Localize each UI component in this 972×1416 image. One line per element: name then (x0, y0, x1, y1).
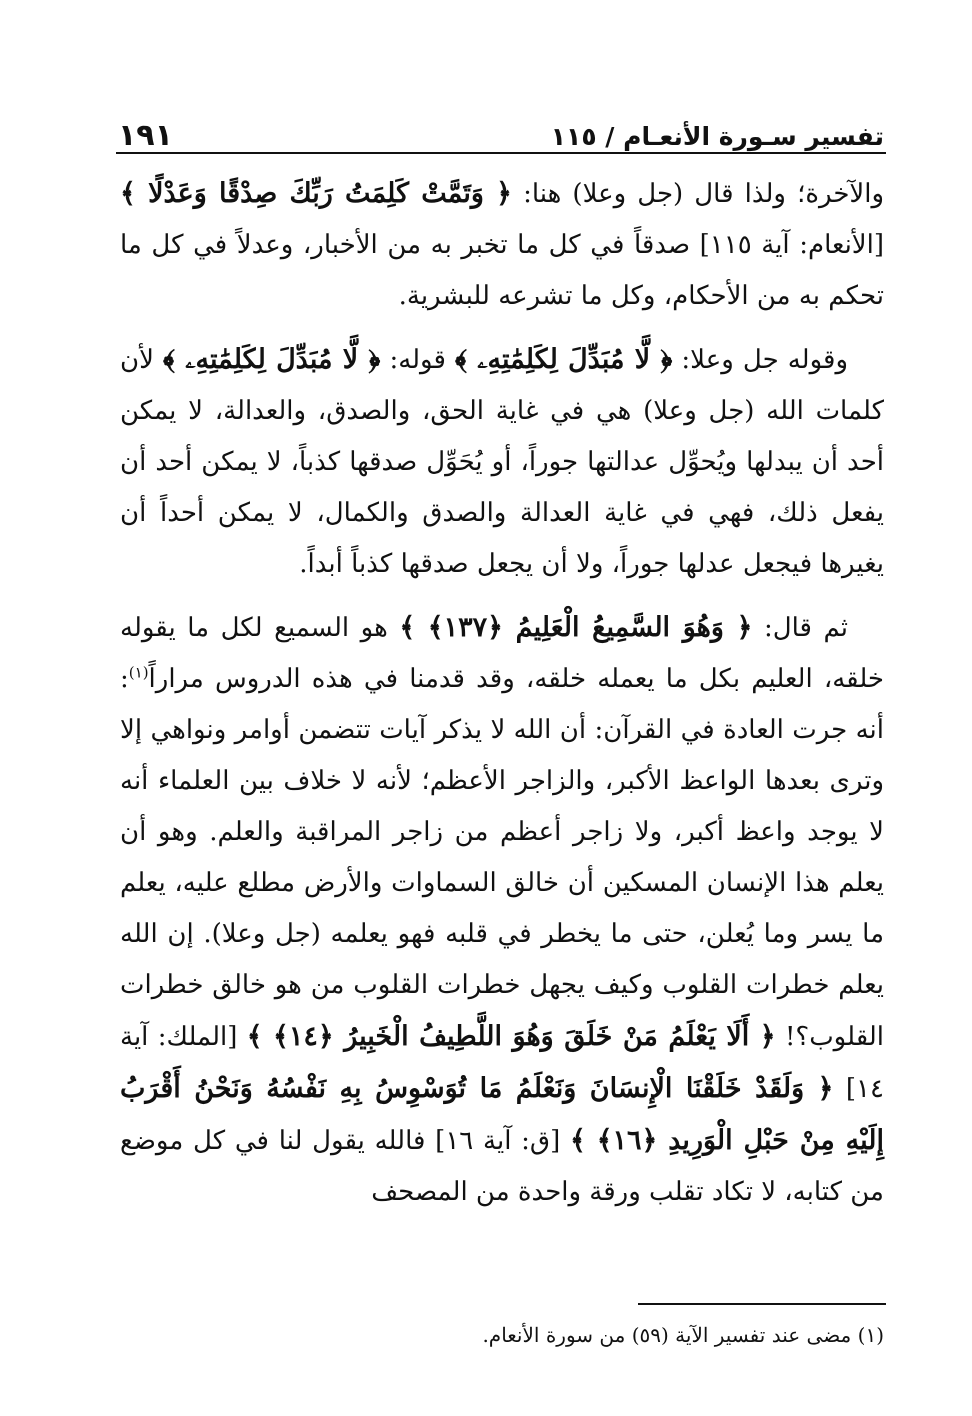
footnote-rule (638, 1303, 886, 1305)
quran-verse: ﴿ لَّا مُبَدِّلَ لِكَلِمَٰتِهِۦ ﴾ (163, 344, 381, 375)
header-rule (116, 152, 886, 154)
footnote-reference[interactable]: (١) (128, 663, 149, 682)
paragraph-text: لأن كلمات الله (جل وعلا) هي في غاية الحق، والصدق، والعدالة، لا يمكن أحد أن يبدلها ويُحوِّل عدالتها جوراً، أو يُحَوِّل صدقها كذباً، لا يمكن أحد أن يفعل ذلك، فهي في غاية العدالة والصدق والكمال، لا يمكن أحداً أن يغيرها فيجعل عدلها جوراً، ولا أن يجعل صدقها كذباً أبداً. (120, 345, 884, 579)
quran-verse: ﴿ أَلَا يَعْلَمُ مَنْ خَلَقَ وَهُوَ اللَّطِيفُ الْخَبِيرُ ﴿١٤﴾ ﴾ (246, 1021, 776, 1052)
quran-verse: ﴿ وَلَقَدْ خَلَقْنَا الْإِنسَانَ وَنَعْلَمُ مَا تُوَسْوِسُ بِهِ نَفْسُهُ وَنَحْنُ أَقْرَبُ إِلَيْهِ مِنْ حَبْلِ الْوَرِيدِ ﴿١٦﴾ ﴾ (120, 1073, 884, 1156)
paragraph-text: وقوله جل وعلا: (672, 345, 849, 375)
paragraph-text: [الملك: آية ١٤] (120, 1022, 884, 1104)
running-header (118, 96, 884, 154)
paragraph-text: ثم قال: (752, 613, 849, 643)
quran-verse: ﴿ وَتَمَّتْ كَلِمَتُ رَبِّكَ صِدْقًا وَعَدْلًا ﴾ (120, 178, 512, 209)
paragraph-text: [ق: آية ١٦] فالله يقول لنا في كل موضع من كتابه، لا تكاد تقلب ورقة واحدة من المصحف (120, 1126, 884, 1207)
quran-verse: ﴿ وَهُوَ السَّمِيعُ الْعَلِيمُ ﴿١٣٧﴾ ﴾ (399, 612, 753, 643)
footnote: (١) مضى عند تفسير الآية (٥٩) من سورة الأنعام. (482, 1323, 884, 1347)
page-number: ١٩١ (118, 118, 173, 153)
paragraph-text: : أنه جرت العادة في القرآن: أن الله لا يذكر آيات تتضمن أوامر ونواهي إلا وترى بعدها الواعظ الأكبر، والزاجر الأعظم؛ لأنه لا خلاف بين العلماء أنه لا يوجد واعظ أكبر، ولا زاجر أعظم من زاجر المراقبة والعلم. وهو أن يعلم هذا الإنسان المسكين أن خالق السماوات والأرض مطلع عليه، يعلم ما يسر وما يُعلن، حتى ما يخطر في قلبه فهو يعلمه (جل وعلا). إن الله يعلم خطرات القلوب وكيف يجهل خطرات القلوب من هو خالق خطرات القلوب؟! (120, 664, 885, 1052)
running-header-title: تفسير سـورة الأنعـام / ١١٥ (550, 122, 884, 151)
paragraph-1 (120, 168, 884, 322)
paragraph-text: قوله: (380, 345, 456, 375)
paragraph-text: [الأنعام: آية ١١٥] صدقاً في كل ما تخبر به من الأخبار، وعدلاً في كل ما تحكم به من الأحكام، وكل ما تشرعه للبشرية. (120, 230, 884, 311)
paragraph-3 (120, 602, 884, 1218)
body-text (120, 168, 884, 1218)
quran-verse: ﴿ لَّا مُبَدِّلَ لِكَلِمَٰتِهِۦ ﴾ (455, 344, 673, 375)
paragraph-2 (120, 334, 884, 590)
paragraph-text: والآخرة؛ ولذا قال (جل وعلا) هنا: (511, 179, 884, 209)
paragraph-text: هو السميع لكل ما يقوله خلقه، العليم بكل ما يعمله خلقه، وقد قدمنا في هذه الدروس مراراً (120, 613, 884, 694)
